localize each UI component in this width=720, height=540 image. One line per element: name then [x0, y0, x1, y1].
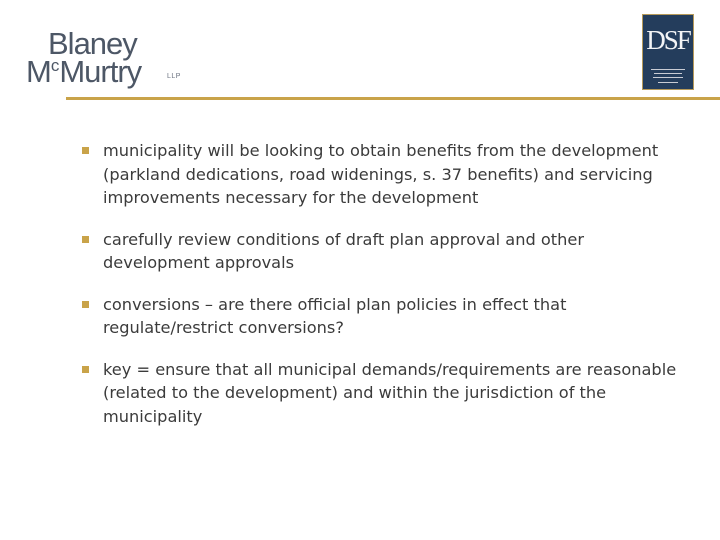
logo-wordmark-blaney: Blaney	[48, 26, 137, 61]
header-divider	[66, 97, 720, 100]
dsf-logo-rule	[653, 77, 683, 78]
logo-wordmark-mcmurtry	[26, 56, 141, 93]
logo-murtry: Murtry	[59, 54, 142, 89]
bullet-text: conversions – are there official plan policies in effect that regulate/restrict conversions?	[103, 294, 567, 337]
square-bullet-icon	[82, 236, 89, 243]
bullet-item	[82, 358, 682, 429]
dsf-logo-rule	[658, 82, 678, 83]
bullet-text: carefully review conditions of draft plan approval and other development approvals	[103, 229, 585, 272]
bullet-list	[82, 139, 682, 446]
logo-mc-m: M	[26, 54, 51, 89]
dsf-logo-rule	[654, 73, 682, 74]
dsf-logo	[642, 14, 694, 90]
bullet-item	[82, 228, 682, 275]
bullet-item	[82, 139, 682, 210]
square-bullet-icon	[82, 366, 89, 373]
blaney-mcmurtry-logo	[26, 28, 196, 90]
bullet-item	[82, 293, 682, 340]
logo-llp: LLP	[167, 73, 181, 80]
square-bullet-icon	[82, 301, 89, 308]
bullet-text: key = ensure that all municipal demands/requirements are reasonable (related to the development) and within the jurisdiction of the municipality	[103, 359, 677, 426]
dsf-logo-text: DSF	[646, 25, 690, 55]
dsf-logo-rule	[651, 69, 685, 70]
logo-mc-c: c	[50, 56, 60, 75]
square-bullet-icon	[82, 147, 89, 154]
bullet-text: municipality will be looking to obtain benefits from the development (parkland dedications, road widenings, s. 37 benefits) and servicing improvements necessary for the development	[103, 141, 659, 207]
